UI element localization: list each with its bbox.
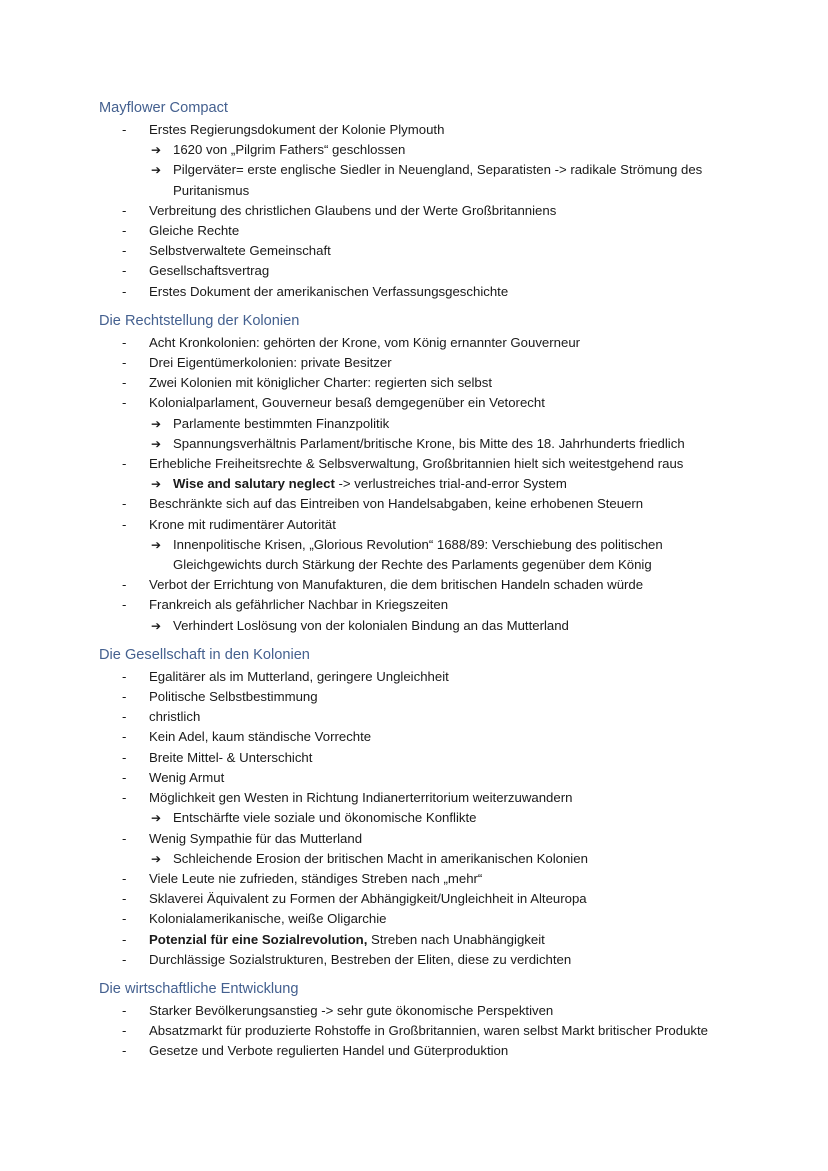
sub-list-item	[99, 140, 749, 160]
item-text: Verbot der Errichtung von Manufakturen, die dem britischen Handeln schaden würde	[149, 577, 644, 593]
section-heading: Die Gesellschaft in den Kolonien	[99, 646, 310, 663]
sub-list-item	[99, 849, 749, 869]
document-content	[99, 98, 749, 1062]
sub-list-item	[99, 160, 749, 200]
dash-bullet-icon: -	[122, 951, 127, 967]
sub-item-text: Entschärfte viele soziale und ökonomische Konflikte	[173, 810, 477, 826]
list-item	[99, 393, 749, 413]
dash-bullet-icon: -	[122, 223, 127, 239]
item-text: Beschränkte sich auf das Eintreiben von Handelsabgaben, keine erhobenen Steuern	[149, 496, 644, 512]
section-heading: Die Rechtstellung der Kolonien	[99, 312, 300, 329]
dash-bullet-icon: -	[122, 729, 127, 745]
dash-bullet-icon: -	[122, 911, 127, 927]
arrow-bullet-icon: ➔	[151, 477, 162, 492]
sub-list-item	[99, 535, 749, 575]
item-text: Erstes Dokument der amerikanischen Verfassungsgeschichte	[149, 283, 509, 299]
item-text: christlich	[149, 709, 201, 725]
item-text: Drei Eigentümerkolonien: private Besitzer	[149, 355, 392, 371]
section	[99, 98, 749, 302]
item-text: Acht Kronkolonien: gehörten der Krone, vom König ernannter Gouverneur	[149, 334, 581, 350]
list-item	[99, 1041, 749, 1061]
arrow-bullet-icon: ➔	[151, 811, 162, 826]
arrow-bullet-icon: ➔	[151, 163, 162, 178]
item-text: Absatzmarkt für produzierte Rohstoffe in Großbritannien, waren selbst Markt britischer Produkte	[149, 1023, 709, 1039]
list-item	[99, 727, 749, 747]
dash-bullet-icon: -	[122, 496, 127, 512]
item-text: Streben nach Unabhängigkeit	[367, 931, 545, 947]
item-text: Breite Mittel- & Unterschicht	[149, 749, 313, 765]
dash-bullet-icon: -	[122, 931, 127, 947]
list-item	[99, 261, 749, 281]
dash-bullet-icon: -	[122, 769, 127, 785]
dash-bullet-icon: -	[122, 283, 127, 299]
list-item	[99, 221, 749, 241]
item-text: Frankreich als gefährlicher Nachbar in Kriegszeiten	[149, 597, 449, 613]
sub-list-item	[99, 434, 749, 454]
item-text: Kolonialparlament, Gouverneur besaß demgegenüber ein Vetorecht	[149, 395, 545, 411]
list-item	[99, 333, 749, 353]
list-item	[99, 515, 749, 535]
arrow-bullet-icon: ➔	[151, 143, 162, 158]
list-item	[99, 829, 749, 849]
bullet-list	[99, 667, 749, 970]
dash-bullet-icon: -	[122, 1043, 127, 1059]
item-text: Möglichkeit gen Westen in Richtung Indianerterritorium weiterzuwandern	[149, 790, 573, 806]
sub-list-item	[99, 616, 749, 636]
dash-bullet-icon: -	[122, 355, 127, 371]
item-text: Egalitärer als im Mutterland, geringere Ungleichheit	[149, 668, 449, 684]
sub-list-item	[99, 808, 749, 828]
bullet-list	[99, 120, 749, 302]
dash-bullet-icon: -	[122, 689, 127, 705]
item-text: Politische Selbstbestimmung	[149, 689, 318, 705]
sub-item-text: Schleichende Erosion der britischen Macht in amerikanischen Kolonien	[173, 850, 588, 866]
sub-item-text: -> verlustreiches trial-and-error System	[334, 476, 567, 492]
item-text: Gleiche Rechte	[149, 223, 240, 239]
item-text: Erhebliche Freiheitsrechte & Selbsverwaltung, Großbritannien hielt sich weitestgehend raus	[149, 456, 684, 472]
item-text: Kein Adel, kaum ständische Vorrechte	[149, 729, 372, 745]
dash-bullet-icon: -	[122, 749, 127, 765]
list-item	[99, 1021, 749, 1041]
dash-bullet-icon: -	[122, 577, 127, 593]
list-item	[99, 768, 749, 788]
list-item	[99, 353, 749, 373]
dash-bullet-icon: -	[122, 516, 127, 532]
bullet-list	[99, 1001, 749, 1062]
bold-text: Wise and salutary neglect	[173, 476, 335, 492]
item-text: Viele Leute nie zufrieden, ständiges Streben nach „mehr“	[149, 870, 483, 886]
dash-bullet-icon: -	[122, 1002, 127, 1018]
list-item	[99, 494, 749, 514]
sub-list-item	[99, 414, 749, 434]
list-item	[99, 869, 749, 889]
dash-bullet-icon: -	[122, 395, 127, 411]
bullet-list	[99, 333, 749, 636]
dash-bullet-icon: -	[122, 243, 127, 259]
dash-bullet-icon: -	[122, 891, 127, 907]
section	[99, 645, 749, 970]
arrow-bullet-icon: ➔	[151, 436, 162, 451]
arrow-bullet-icon: ➔	[151, 416, 162, 431]
item-text: Starker Bevölkerungsanstieg -> sehr gute ökonomische Perspektiven	[149, 1002, 554, 1018]
item-text: Erstes Regierungsdokument der Kolonie Plymouth	[149, 122, 445, 137]
dash-bullet-icon: -	[122, 668, 127, 684]
item-text: Durchlässige Sozialstrukturen, Bestreben der Eliten, diese zu verdichten	[149, 951, 572, 967]
list-item	[99, 707, 749, 727]
sub-item-text: Pilgerväter= erste englische Siedler in Neuengland, Separatisten -> radikale Strömung des Puritanismus	[173, 162, 703, 198]
item-text: Sklaverei Äquivalent zu Formen der Abhängigkeit/Ungleichheit in Alteuropa	[149, 891, 587, 907]
sub-item-text: Innenpolitische Krisen, „Glorious Revolution“ 1688/89: Verschiebung des politischen Gleichgewichts durch Stärkung der Rechte des Parlaments gegenüber dem König	[173, 536, 663, 573]
list-item	[99, 788, 749, 808]
bold-text: Potenzial für eine Sozialrevolution,	[149, 931, 368, 947]
item-text: Gesellschaftsvertrag	[149, 263, 270, 279]
section	[99, 979, 749, 1062]
dash-bullet-icon: -	[122, 334, 127, 350]
sub-item-text: Spannungsverhältnis Parlament/britische Krone, bis Mitte des 18. Jahrhunderts friedlich	[173, 435, 685, 451]
list-item	[99, 575, 749, 595]
item-text: Wenig Sympathie für das Mutterland	[149, 830, 363, 846]
sub-item-text: 1620 von „Pilgrim Fathers“ geschlossen	[173, 142, 406, 158]
item-text: Zwei Kolonien mit königlicher Charter: regierten sich selbst	[149, 375, 493, 391]
list-item	[99, 373, 749, 393]
list-item	[99, 909, 749, 929]
dash-bullet-icon: -	[122, 790, 127, 806]
item-text: Selbstverwaltete Gemeinschaft	[149, 243, 331, 259]
dash-bullet-icon: -	[122, 456, 127, 472]
section	[99, 311, 749, 636]
section-heading: Mayflower Compact	[99, 100, 228, 116]
sub-list-item	[99, 474, 749, 494]
list-item	[99, 889, 749, 909]
dash-bullet-icon: -	[122, 375, 127, 391]
list-item	[99, 241, 749, 261]
list-item	[99, 201, 749, 221]
list-item	[99, 930, 749, 950]
list-item	[99, 950, 749, 970]
dash-bullet-icon: -	[122, 122, 127, 137]
arrow-bullet-icon: ➔	[151, 851, 162, 866]
list-item	[99, 454, 749, 474]
dash-bullet-icon: -	[122, 870, 127, 886]
dash-bullet-icon: -	[122, 830, 127, 846]
section-heading: Die wirtschaftliche Entwicklung	[99, 980, 299, 997]
list-item	[99, 1001, 749, 1021]
list-item	[99, 120, 749, 140]
dash-bullet-icon: -	[122, 202, 127, 218]
dash-bullet-icon: -	[122, 263, 127, 279]
item-text: Gesetze und Verbote regulierten Handel und Güterproduktion	[149, 1043, 509, 1059]
list-item	[99, 687, 749, 707]
list-item	[99, 595, 749, 615]
list-item	[99, 667, 749, 687]
item-text: Verbreitung des christlichen Glaubens und der Werte Großbritanniens	[149, 202, 557, 218]
sub-item-text: Parlamente bestimmten Finanzpolitik	[173, 415, 390, 431]
dash-bullet-icon: -	[122, 709, 127, 725]
sub-item-text: Verhindert Loslösung von der kolonialen Bindung an das Mutterland	[173, 617, 569, 633]
arrow-bullet-icon: ➔	[151, 618, 162, 633]
arrow-bullet-icon: ➔	[151, 537, 162, 552]
item-text: Krone mit rudimentärer Autorität	[149, 516, 336, 532]
list-item	[99, 282, 749, 302]
dash-bullet-icon: -	[122, 597, 127, 613]
item-text: Kolonialamerikanische, weiße Oligarchie	[149, 911, 387, 927]
list-item	[99, 748, 749, 768]
item-text: Wenig Armut	[149, 769, 225, 785]
dash-bullet-icon: -	[122, 1023, 127, 1039]
